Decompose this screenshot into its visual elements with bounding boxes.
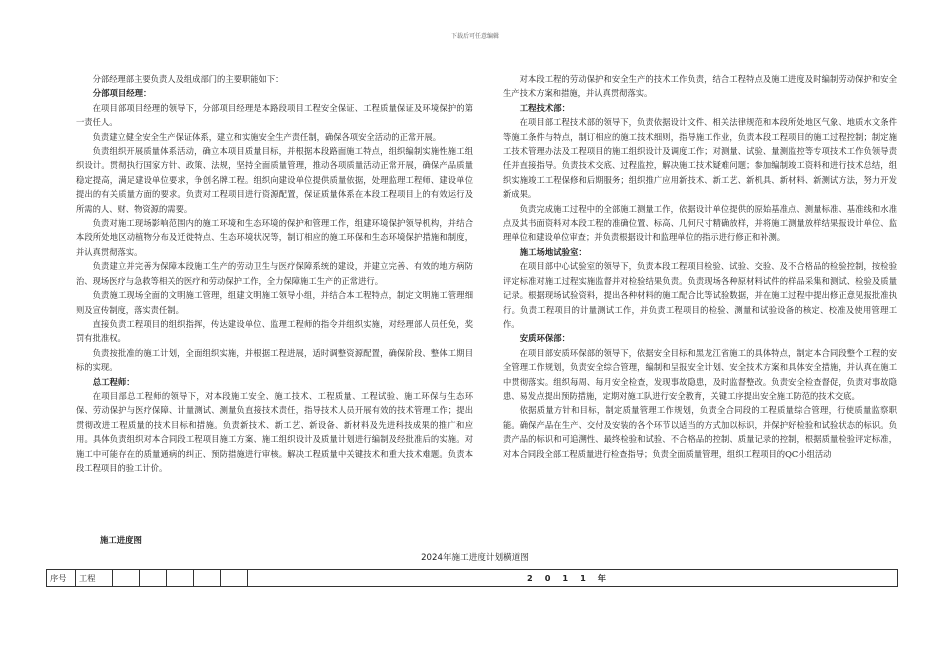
right_column-paragraph: 在项目部安质环保部的领导下，依据安全目标和黑龙江省施工的具体特点，制定本合同段整个工程的安全管理工作规划，负责安全综合管理，编制和呈报安全计划、安全技术方案和具体安全措施，并认真在施工中贯彻落实。组织每周、每月安全检查，发现事故隐患，及时监督整改。负责安全检查督促，负责对事故隐患、易发点提出预防措施，定期对施工队进行安全教育，关键工序提出安全施工防范的技术交底。	[503, 347, 897, 401]
left_column-paragraph: 负责建立健全安全生产保证体系，建立和实施安全生产责任制，确保各项安全活动的正常开展。	[92, 131, 442, 142]
left-column	[76, 72, 473, 475]
blank-cell	[140, 570, 167, 587]
right_column-heading: 施工场地试验室：	[519, 246, 587, 257]
right_column-paragraph: 对本段工程的劳动保护和安全生产的技术工作负责，结合工程特点及施工进度及时编制劳动保护和安全生产技术方案和措施，并认真贯彻落实。	[503, 74, 897, 99]
blank-cell	[221, 570, 248, 587]
col-project: 工程	[76, 570, 113, 587]
left_column-paragraph: 负责组织开展质量体系活动，确立本项目质量目标，并根据本段路面施工特点，组织编制实施性施工组织设计。贯彻执行国家方针、政策、法规，坚持全面质量管理，推动各项质量活动正常开展，确保产品质量稳定提高，满足建设单位要求，争创名牌工程。组织向建设单位提供质量依据，处理监理工程师、建设单位提出的有关质量方面的要求。负责对工程项目进行资源配置，保证质量体系在本段工程项目上的有效运行及所需的人、财、物资源的需要。	[76, 146, 473, 214]
right-column	[503, 72, 897, 461]
blank-cell	[167, 570, 194, 587]
left_column-heading: 总工程师：	[92, 376, 135, 387]
page-header: 下载后可任意编辑	[450, 33, 499, 40]
left_column-paragraph: 直接负责工程项目的组织指挥，传达建设单位、监理工程师的指令并组织实施，对经理部人员任免，奖罚有批准权。	[76, 318, 473, 344]
right_column-paragraph: 在项目部中心试验室的领导下，负责本段工程项目检验、试验、交验、及不合格品的检验控制，按检验评定标准对施工过程实施监督并对检验结果负责。负责现场各种原材料试件的样品采集和测试、检验及质量记录。根据现场试验资料，提出各种材料的施工配合比等试验数据，并在施工过程中提出修正意见报批准执行。负责工程项目的计量测试工作，并负责工程项目的检验、测量和试验设备的核定、校准及使用管理工作。	[503, 261, 897, 329]
left_column-paragraph: 负责按批准的施工计划，全面组织实施，并根据工程进展，适时调整资源配置，确保阶段、整体工期目标的实现。	[76, 347, 473, 373]
blank-cell	[194, 570, 221, 587]
left_column-paragraph: 负责对施工现场影响范围内的施工环境和生态环境的保护和管理工作，组建环境保护领导机构，并结合本段所处地区动植物分布及迁徙特点、生态环境状况等，制订相应的施工环保和生态环境保护措施和制度，并认真贯彻落实。	[76, 218, 473, 257]
right_column-paragraph: 依据质量方针和目标，制定质量管理工作规划，负责全合同段的工程质量综合管理，行使质量监察职能。确保产品在生产、交付及安装的各个环节以适当的方式加以标识，并保护好检验和试验状态的标识。负责产品的标识和可追溯性、最终检验和试验、不合格品的控制、质量记录的控制，根据质量检验评定标准，对本合同段全部工程质量进行检查指导；负责全面质量管理，组织工程项目的QC小组活动	[503, 405, 897, 459]
left_column-paragraph: 负责建立并完善为保障本段施工生产的劳动卫生与医疗保障系统的建设，并建立完善、有效的地方病防治、现场医疗与急救等相关的医疗和劳动保护工作，全力保障施工生产的正常进行。	[76, 261, 473, 286]
right_column-paragraph: 在项目部工程技术部的领导下，负责依据设计文件、相关法律规范和本段所处地区气象、地质水文条件等施工条件与特点，制订相应的施工技术细则，指导施工作业，负责本段工程项目的施工过程控制；制定施工技术管理办法及工程项目的施工组织设计及调度工作；对测量、试验、量测监控等专项技术工作负领导责任并直接指导。负责技术交底、过程监控，解决施工技术疑难问题；参加编制竣工资料和进行技术总结，组织实施竣工工程保修和后期服务；组织推广应用新技术、新工艺、新机具、新材料、新测试方法，努力开发新成果。	[503, 117, 897, 200]
gantt-table	[46, 569, 898, 587]
schedule-label: 施工进度图	[100, 535, 142, 545]
left_column-heading: 分部项目经理：	[92, 88, 152, 99]
blank-cell	[113, 570, 140, 587]
left_column-paragraph: 负责施工现场全面的文明施工管理，组建文明施工领导小组，并结合本工程特点，制定文明施工管理细则及宣传制度，落实责任制。	[76, 290, 473, 315]
year-header: 2011年	[248, 570, 898, 587]
gantt-title: 2024年施工进度计划横道图	[421, 553, 529, 563]
right_column-paragraph: 负责完成施工过程中的全部施工测量工作，依据设计单位提供的原始基准点、测量标准、基准线和水准点及其书面资料对本段工程的准确位置、标高、几何尺寸精确放样，并将施工测量放样结果报设计单位、监理单位和建设单位审查；并负责根据设计和监理单位的指示进行修正和补测。	[503, 203, 897, 243]
right_column-heading: 工程技术部：	[519, 102, 571, 113]
left_column-paragraph: 分部经理部主要负责人及组成部门的主要职能如下：	[92, 74, 284, 84]
col-no: 序号	[47, 570, 76, 587]
gantt-header-row	[47, 570, 898, 587]
left_column-paragraph: 在项目部总工程师的领导下，对本段施工安全、施工技术、工程质量、工程试验、施工环保与生态环保、劳动保护与医疗保障、计量测试、测量负直接技术责任，指导技术人员开展有效的技术管理工作；提出贯彻改进工程质量的技术目标和措施。负责新技术、新工艺、新设备、新材料及先进科技成果的推广和应用。具体负责组织对本合同段工程项目施工方案、施工组织设计及质量计划进行编制及经批准后的实施。对施工中可能存在的质量通病的纠正、预防措施进行审核。解决工程质量中关键技术和重大技术难题。负责本段工程项目的验工计价。	[76, 390, 473, 473]
left_column-paragraph: 在项目部项目经理的领导下，分部项目经理是本路段项目工程安全保证、工程质量保证及环境保护的第一责任人。	[76, 102, 473, 128]
right_column-heading: 安质环保部：	[519, 333, 571, 344]
